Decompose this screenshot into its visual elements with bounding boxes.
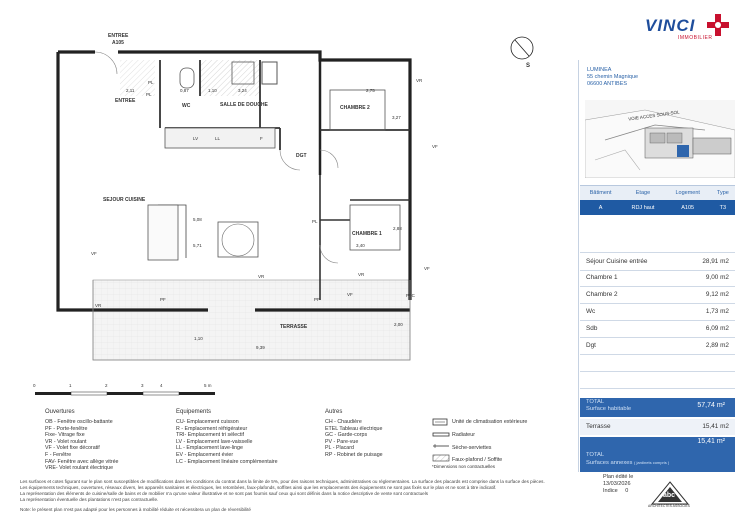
total-annexes-label2: Surfaces annexes [586, 460, 633, 466]
index-label: Indice [603, 488, 618, 494]
tag-label: PL [312, 219, 318, 224]
dim-label: 1,10 [194, 336, 203, 341]
legend-item: TRI- Emplacement tri sélectif [176, 432, 244, 439]
surface-value: 9,00 [705, 274, 719, 281]
tag-label: PL [146, 92, 152, 97]
dim-label: 3,27 [392, 115, 401, 120]
terrace-floor [93, 280, 410, 360]
tag-label: LV [193, 136, 199, 141]
scale-tick: 3 [141, 383, 144, 388]
legend-item: GC - Garde-corps [325, 432, 368, 439]
tag-label: LL [215, 136, 221, 141]
room-entree-label: ENTREE [115, 98, 136, 104]
footer-line: Les surfaces et cotes figurant sur le plan sont susceptibles de modifications dans les conditions du contrat dans la limite de 5%, pour des raisons techniques, administratives ou réglementaires. La surface des placards est comprise dans la surface des pièces. [20, 479, 545, 484]
surface-unit: m2 [720, 342, 729, 349]
terrasse-row [580, 419, 735, 435]
legend-item: LL - Emplacement lave-linge [176, 445, 243, 452]
legend-item: RP - Robinet de puisage [325, 451, 383, 458]
legend-item: Fixe- Vitrage fixe [45, 432, 85, 439]
vinci-logo-icon [707, 14, 729, 36]
surface-unit: m2 [720, 291, 729, 298]
project-city: 06600 ANTIBES [587, 81, 628, 87]
surface-unit: m2 [720, 325, 729, 332]
dim-label: 1,10 [208, 88, 217, 93]
dim-label: 3,40 [356, 243, 365, 248]
legend-symbol-ac: Unité de climatisation extérieure [452, 419, 528, 425]
room-wc-label: WC [182, 103, 191, 109]
surface-row-empty [580, 371, 735, 389]
tag-label: VF [424, 266, 430, 271]
tag-label: VF [432, 144, 438, 149]
total-annexes [580, 437, 735, 472]
surface-row [580, 286, 735, 304]
dim-label: 2,75 [366, 88, 375, 93]
lot-table-row [580, 200, 735, 215]
legend-symbol-ceiling: Faux-plafond / Soffite [452, 457, 503, 463]
surface-value: 9,12 [705, 291, 719, 298]
lot-header-cell: Etage [621, 186, 664, 201]
legend-item: F - Fenêtre [45, 451, 72, 458]
surface-unit: m2 [720, 274, 729, 281]
vinci-logo-text: VINCI [645, 16, 696, 35]
scale-tick: 0 [33, 383, 36, 388]
legend-item: ETEL Tableau électrique [325, 425, 383, 432]
legend-ouvertures-title: Ouvertures [45, 409, 75, 415]
scale-tick: 5 m [204, 383, 212, 388]
tag-label: PAC [406, 293, 415, 298]
surface-name: Chambre 2 [586, 291, 618, 298]
legend-autres-list [325, 419, 383, 459]
edit-info [603, 474, 633, 495]
vinci-logo-sub: IMMOBILIER [678, 35, 713, 41]
footer-notes [20, 479, 580, 513]
room-terrasse-label: TERRASSE [280, 324, 308, 330]
surface-name: Séjour Cuisine entrée [586, 258, 648, 265]
total-annexes-value: 15,41 m² [697, 438, 725, 445]
false-ceiling-icon [433, 455, 449, 461]
panel-border [578, 60, 579, 472]
legend-item: PF - Porte-fenêtre [45, 425, 88, 432]
total-habitable [580, 398, 735, 417]
tag-label: PL [148, 80, 154, 85]
surface-value: 1,73 [705, 308, 719, 315]
radiator-icon [433, 433, 449, 436]
dim-label: 0,87 [180, 88, 189, 93]
tag-label: VR [416, 78, 423, 83]
total-habitable-label: TOTAL [586, 399, 605, 405]
tag-label: VF [91, 251, 97, 256]
lot-header-cell: Logement [665, 186, 711, 201]
surface-row [580, 269, 735, 287]
surface-name: Chambre 1 [586, 274, 618, 281]
index-value: 0 [625, 488, 629, 494]
surface-unit: m2 [720, 258, 729, 265]
surface-row [580, 303, 735, 321]
project-street: 55 chemin Magnique [587, 74, 639, 80]
legend-item: CU- Emplacement cuisson [176, 419, 239, 425]
room-ch1-label: CHAMBRE 1 [352, 231, 382, 237]
architect-logo [650, 480, 690, 508]
total-habitable-label2: Surface habitable [586, 406, 632, 412]
footer-line: La représentation des éléments de cuisine/salle de bains et de mobilier n'a qu'une valeur illustrative et ne sont pas fournis sauf ceux qui sont définis dans la notice descriptive de vente sont contractuels [20, 491, 429, 496]
footer-line: Les équipements techniques, ouvertures, réseaux divers, les appareils sanitaires et électriques, les retombées, faux-plafonds, soffites ainsi que les emplacements des équipements ne sont pas fixés sur le plan et ne sont à titre indicatif. [20, 485, 497, 490]
lot-cell: T3 [711, 200, 735, 215]
tag-label: VF [347, 292, 353, 297]
legend-equipements-list [176, 419, 278, 465]
project-address [587, 67, 638, 88]
room-ch2-label: CHAMBRE 2 [340, 105, 370, 111]
tag-label: VR [358, 272, 365, 277]
total-habitable-value: 57,74 m² [697, 402, 725, 409]
lot-table-header [580, 186, 735, 201]
lot-table [580, 185, 735, 215]
legend-autres-title: Autres [325, 409, 343, 415]
entrance-title: ENTREE [108, 33, 129, 39]
edit-label: Plan édité le [603, 474, 634, 480]
legend-ouvertures-list [45, 419, 119, 472]
surface-name: Sdb [586, 325, 598, 332]
tag-label: F [260, 136, 263, 141]
site-map-label: VOIE ACCES SOUS-SOL [627, 109, 680, 122]
dim-label: 2,11 [126, 88, 135, 93]
surface-row [580, 337, 735, 355]
dim-label: 2,88 [393, 226, 402, 231]
legend-equipements-title: Equipements [176, 409, 212, 415]
dim-label: 5,08 [193, 217, 202, 222]
legend-item: VRE- Volet roulant électrique [45, 465, 114, 472]
dim-label: 2,00 [394, 322, 403, 327]
legend-item: EV - Emplacement évier [176, 451, 234, 458]
legend-item: CH - Chaudière [325, 419, 362, 425]
legend-item: PL - Placard [325, 445, 354, 452]
legend-symbol-radiator: Radiateur [452, 432, 475, 438]
lot-cell: A105 [665, 200, 711, 215]
dim-label: 5,71 [193, 243, 202, 248]
room-dgt-label: DGT [296, 153, 307, 159]
legend-item: VF - Volet fixe décoratif [45, 445, 100, 452]
terrasse-value: 15,41 [702, 423, 719, 430]
lot-cell: RDJ haut [621, 200, 664, 215]
surface-value: 6,09 [705, 325, 719, 332]
tag-label: PF [160, 297, 166, 302]
footer-line: Note: le présent plan n'est pas adapté pour les personnes à mobilité réduite et nécessitera un plan de réversibilité [20, 507, 251, 512]
surface-name: Dgt [586, 342, 596, 349]
legend-item: FAV- Fenêtre avec allège vitrée [45, 458, 119, 465]
lot-header-cell: Type [711, 186, 735, 201]
legend-dims-note: *Dimensions non contractuelles [432, 464, 496, 469]
dim-label: 3,24 [238, 88, 247, 93]
legend-item: PV - Pare-vue [325, 438, 359, 445]
surface-name: Wc [586, 308, 596, 315]
surface-row [580, 320, 735, 338]
terrasse-unit: m2 [720, 423, 729, 430]
legend-item: LV - Emplacement lave-vaisselle [176, 438, 253, 445]
lot-header-cell: Bâtiment [580, 186, 621, 201]
tag-label: VR [95, 303, 102, 308]
site-map [585, 100, 735, 178]
lot-cell: A [580, 200, 621, 215]
surface-value: 2,89 [705, 342, 719, 349]
project-name: LUMINEA [587, 67, 612, 73]
room-sdd-label: SALLE DE DOUCHE [220, 102, 268, 108]
legend-symbols [432, 418, 454, 468]
total-annexes-label: TOTAL [586, 452, 605, 458]
surface-row-empty [580, 354, 735, 372]
footer-line: La représentation éventuelle des plantations n'est pas contractuelle. [20, 497, 159, 502]
entrance-code: A105 [112, 40, 124, 46]
architect-logo-sub: ARCHITECTES ASSOCIES [648, 504, 691, 508]
tag-label: VR [258, 274, 265, 279]
terrasse-name: Terrasse [586, 423, 611, 430]
scale-tick: 4 [160, 383, 163, 388]
scale-tick: 1 [69, 383, 72, 388]
legend-symbol-towel: Sèche-serviettes [452, 445, 492, 451]
room-sejour-label: SEJOUR CUISINE [103, 197, 146, 203]
architect-logo-text: abc [663, 492, 676, 499]
scale-tick: 2 [105, 383, 108, 388]
surface-value: 28,91 [702, 258, 719, 265]
edit-date: 13/03/2026 [603, 481, 631, 487]
surface-unit: m2 [720, 308, 729, 315]
legend-item: OB - Fenêtre oscillo-battante [45, 419, 113, 425]
legend-item: VR - Volet roulant [45, 438, 87, 445]
tag-label: PF [314, 297, 320, 302]
legend-item: R - Emplacement réfrigérateur [176, 425, 248, 432]
total-annexes-note: ( jardinets compris ) [634, 460, 670, 465]
legend-item: LC - Emplacement linéaire complémentaire [176, 458, 278, 465]
compass-letter: S [526, 63, 531, 69]
dim-label: 9,39 [256, 345, 265, 350]
